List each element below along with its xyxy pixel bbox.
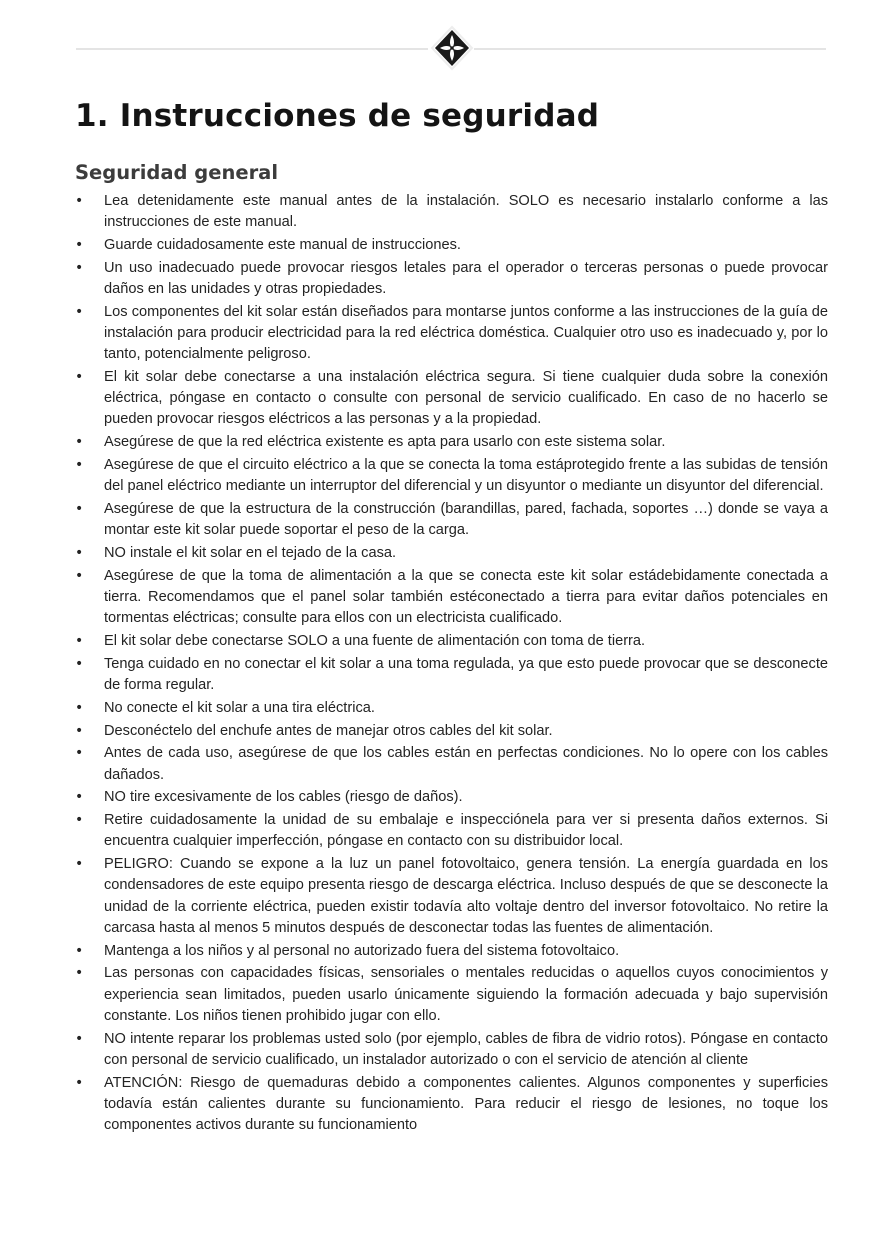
list-item-text: ATENCIÓN: Riesgo de quemaduras debido a componentes calientes. Algunos componentes y superficies todavía están calientes durante su funcionamiento. Para reducir el riesgo de lesiones, no toque los componentes activos durante su funcionamiento xyxy=(104,1074,828,1133)
list-item xyxy=(70,1073,828,1137)
list-item-text: Un uso inadecuado puede provocar riesgos letales para el operador o terceras personas o puede provocar daños en las unidades y otras propiedades. xyxy=(104,259,828,297)
section-heading: Seguridad general xyxy=(75,161,279,184)
list-item xyxy=(70,654,828,696)
bullet-icon: • xyxy=(75,745,84,762)
bullet-icon: • xyxy=(75,856,84,873)
list-item xyxy=(70,191,828,233)
header-divider-right xyxy=(474,48,826,50)
list-item-text: Asegúrese de que la estructura de la construcción (barandillas, pared, fachada, soportes …) donde se vaya a montar este kit solar puede soportar el peso de la carga. xyxy=(104,501,828,539)
bullet-icon: • xyxy=(75,193,84,209)
list-item-text: Asegúrese de que el circuito eléctrico a la que se conecta la toma estáprotegido frente a las subidas de tensión del panel eléctrico mediante un interruptor del diferencial y un disyuntor o mediante un disyuntor del diferencial. xyxy=(104,457,828,495)
list-item-text: Tenga cuidado en no conectar el kit solar a una toma regulada, ya que esto puede provocar que se desconecte de forma regular. xyxy=(104,655,828,693)
list-item xyxy=(70,941,828,962)
list-item xyxy=(70,743,828,785)
bullet-icon: • xyxy=(75,434,84,451)
list-item-text: PELIGRO: Cuando se expone a la luz un panel fotovoltaico, genera tensión. La energía guardada en los condensadores de este equipo presenta riesgo de descarga eléctrica. Incluso después de que se desconecte la unidad de la corriente eléctrica, pueden existir todavía alto voltaje dentro del inversor fotovoltaico. No retire la carcasa hasta al menos 5 minutos después de desconectar todas las fuentes de alimentación. xyxy=(104,856,828,936)
list-item-text: NO tire excesivamente de los cables (riesgo de daños). xyxy=(104,789,463,806)
bullet-icon: • xyxy=(75,545,84,561)
bullet-icon: • xyxy=(75,812,84,829)
bullet-icon: • xyxy=(75,567,84,584)
list-item xyxy=(70,963,828,1027)
list-item xyxy=(70,854,828,939)
bullet-icon: • xyxy=(75,722,84,739)
list-item-text: NO intente reparar los problemas usted solo (por ejemplo, cables de fibra de vidrio rotos). Póngase en contacto con personal de servicio cualificado, un instalador autorizado o con el servicio de atención al cliente xyxy=(104,1030,828,1068)
bullet-icon: • xyxy=(75,633,84,649)
bullet-icon: • xyxy=(75,303,84,320)
list-item xyxy=(70,787,828,808)
list-item-text: Guarde cuidadosamente este manual de instrucciones. xyxy=(104,237,461,253)
list-item-text: Las personas con capacidades físicas, sensoriales o mentales reducidas o aquellos cuyos conocimientos y experiencia sean limitados, pueden usarlo únicamente siguiendo la formación adecuada y bajo supervisión constante. Los niños tienen prohibido jugar con ello. xyxy=(104,965,828,1024)
list-item xyxy=(70,810,828,852)
list-item xyxy=(70,631,828,652)
list-item-text: Retire cuidadosamente la unidad de su embalaje e inspecciónela para ver si presenta daños externos. Si encuentra cualquier imperfección, póngase en contacto con su distribuidor local. xyxy=(104,812,828,850)
bullet-icon: • xyxy=(75,237,84,253)
bullet-icon: • xyxy=(75,1074,84,1091)
list-item-text: Lea detenidamente este manual antes de la instalación. SOLO es necesario instalarlo conforme a las instrucciones de este manual. xyxy=(104,193,828,231)
page-title: 1. Instrucciones de seguridad xyxy=(75,98,600,134)
bullet-icon: • xyxy=(75,789,84,806)
list-item xyxy=(70,499,828,541)
bullet-icon: • xyxy=(75,965,84,982)
list-item xyxy=(70,367,828,431)
list-item-text: Antes de cada uso, asegúrese de que los cables están en perfectas condiciones. No lo opere con los cables dañados. xyxy=(104,745,828,783)
list-item xyxy=(70,698,828,719)
list-item-text: Asegúrese de que la red eléctrica existente es apta para usarlo con este sistema solar. xyxy=(104,434,666,451)
list-item-text: Los componentes del kit solar están diseñados para montarse juntos conforme a las instrucciones de la guía de instalación para producir electricidad para la red eléctrica doméstica. Cualquier otro uso es inadecuado y, por lo tanto, potencialmente peligroso. xyxy=(104,303,828,363)
bullet-icon: • xyxy=(75,501,84,517)
bullet-icon: • xyxy=(75,1030,84,1047)
list-item-text: El kit solar debe conectarse a una instalación eléctrica segura. Si tiene cualquier duda sobre la conexión eléctrica, póngase en contacto o consulte con personal de servicio cualificado. En caso de no hacerlo se pueden provocar riesgos eléctricos a las personas y a la propiedad. xyxy=(104,369,828,428)
list-item xyxy=(70,235,828,256)
brand-logo-icon xyxy=(429,22,475,74)
bullet-icon: • xyxy=(75,369,84,385)
list-item xyxy=(70,432,828,453)
bullet-icon: • xyxy=(75,699,84,716)
list-item-text: No conecte el kit solar a una tira eléctrica. xyxy=(104,699,375,716)
list-item xyxy=(70,543,828,564)
header-divider-left xyxy=(76,48,428,50)
list-item xyxy=(70,258,828,300)
list-item-text: Asegúrese de que la toma de alimentación a la que se conecta este kit solar estádebidamente conectada a tierra. Recomendamos que el panel solar también estéconectado a tierra para evitar daños potenciales en tormentas eléctricas; consulte para ellos con un electricista cualificado. xyxy=(104,567,828,627)
list-item-text: NO instale el kit solar en el tejado de la casa. xyxy=(104,545,397,561)
safety-rules-list xyxy=(70,191,828,1138)
list-item-text: Mantenga a los niños y al personal no autorizado fuera del sistema fotovoltaico. xyxy=(104,942,620,959)
list-item xyxy=(70,1029,828,1071)
list-item xyxy=(70,455,828,497)
list-item xyxy=(70,721,828,742)
bullet-icon: • xyxy=(75,259,84,276)
bullet-icon: • xyxy=(75,655,84,672)
list-item-text: El kit solar debe conectarse SOLO a una fuente de alimentación con toma de tierra. xyxy=(104,633,646,649)
list-item xyxy=(70,302,828,366)
bullet-icon: • xyxy=(75,942,84,959)
list-item-text: Desconéctelo del enchufe antes de manejar otros cables del kit solar. xyxy=(104,722,553,739)
list-item xyxy=(70,566,828,630)
bullet-icon: • xyxy=(75,457,84,473)
